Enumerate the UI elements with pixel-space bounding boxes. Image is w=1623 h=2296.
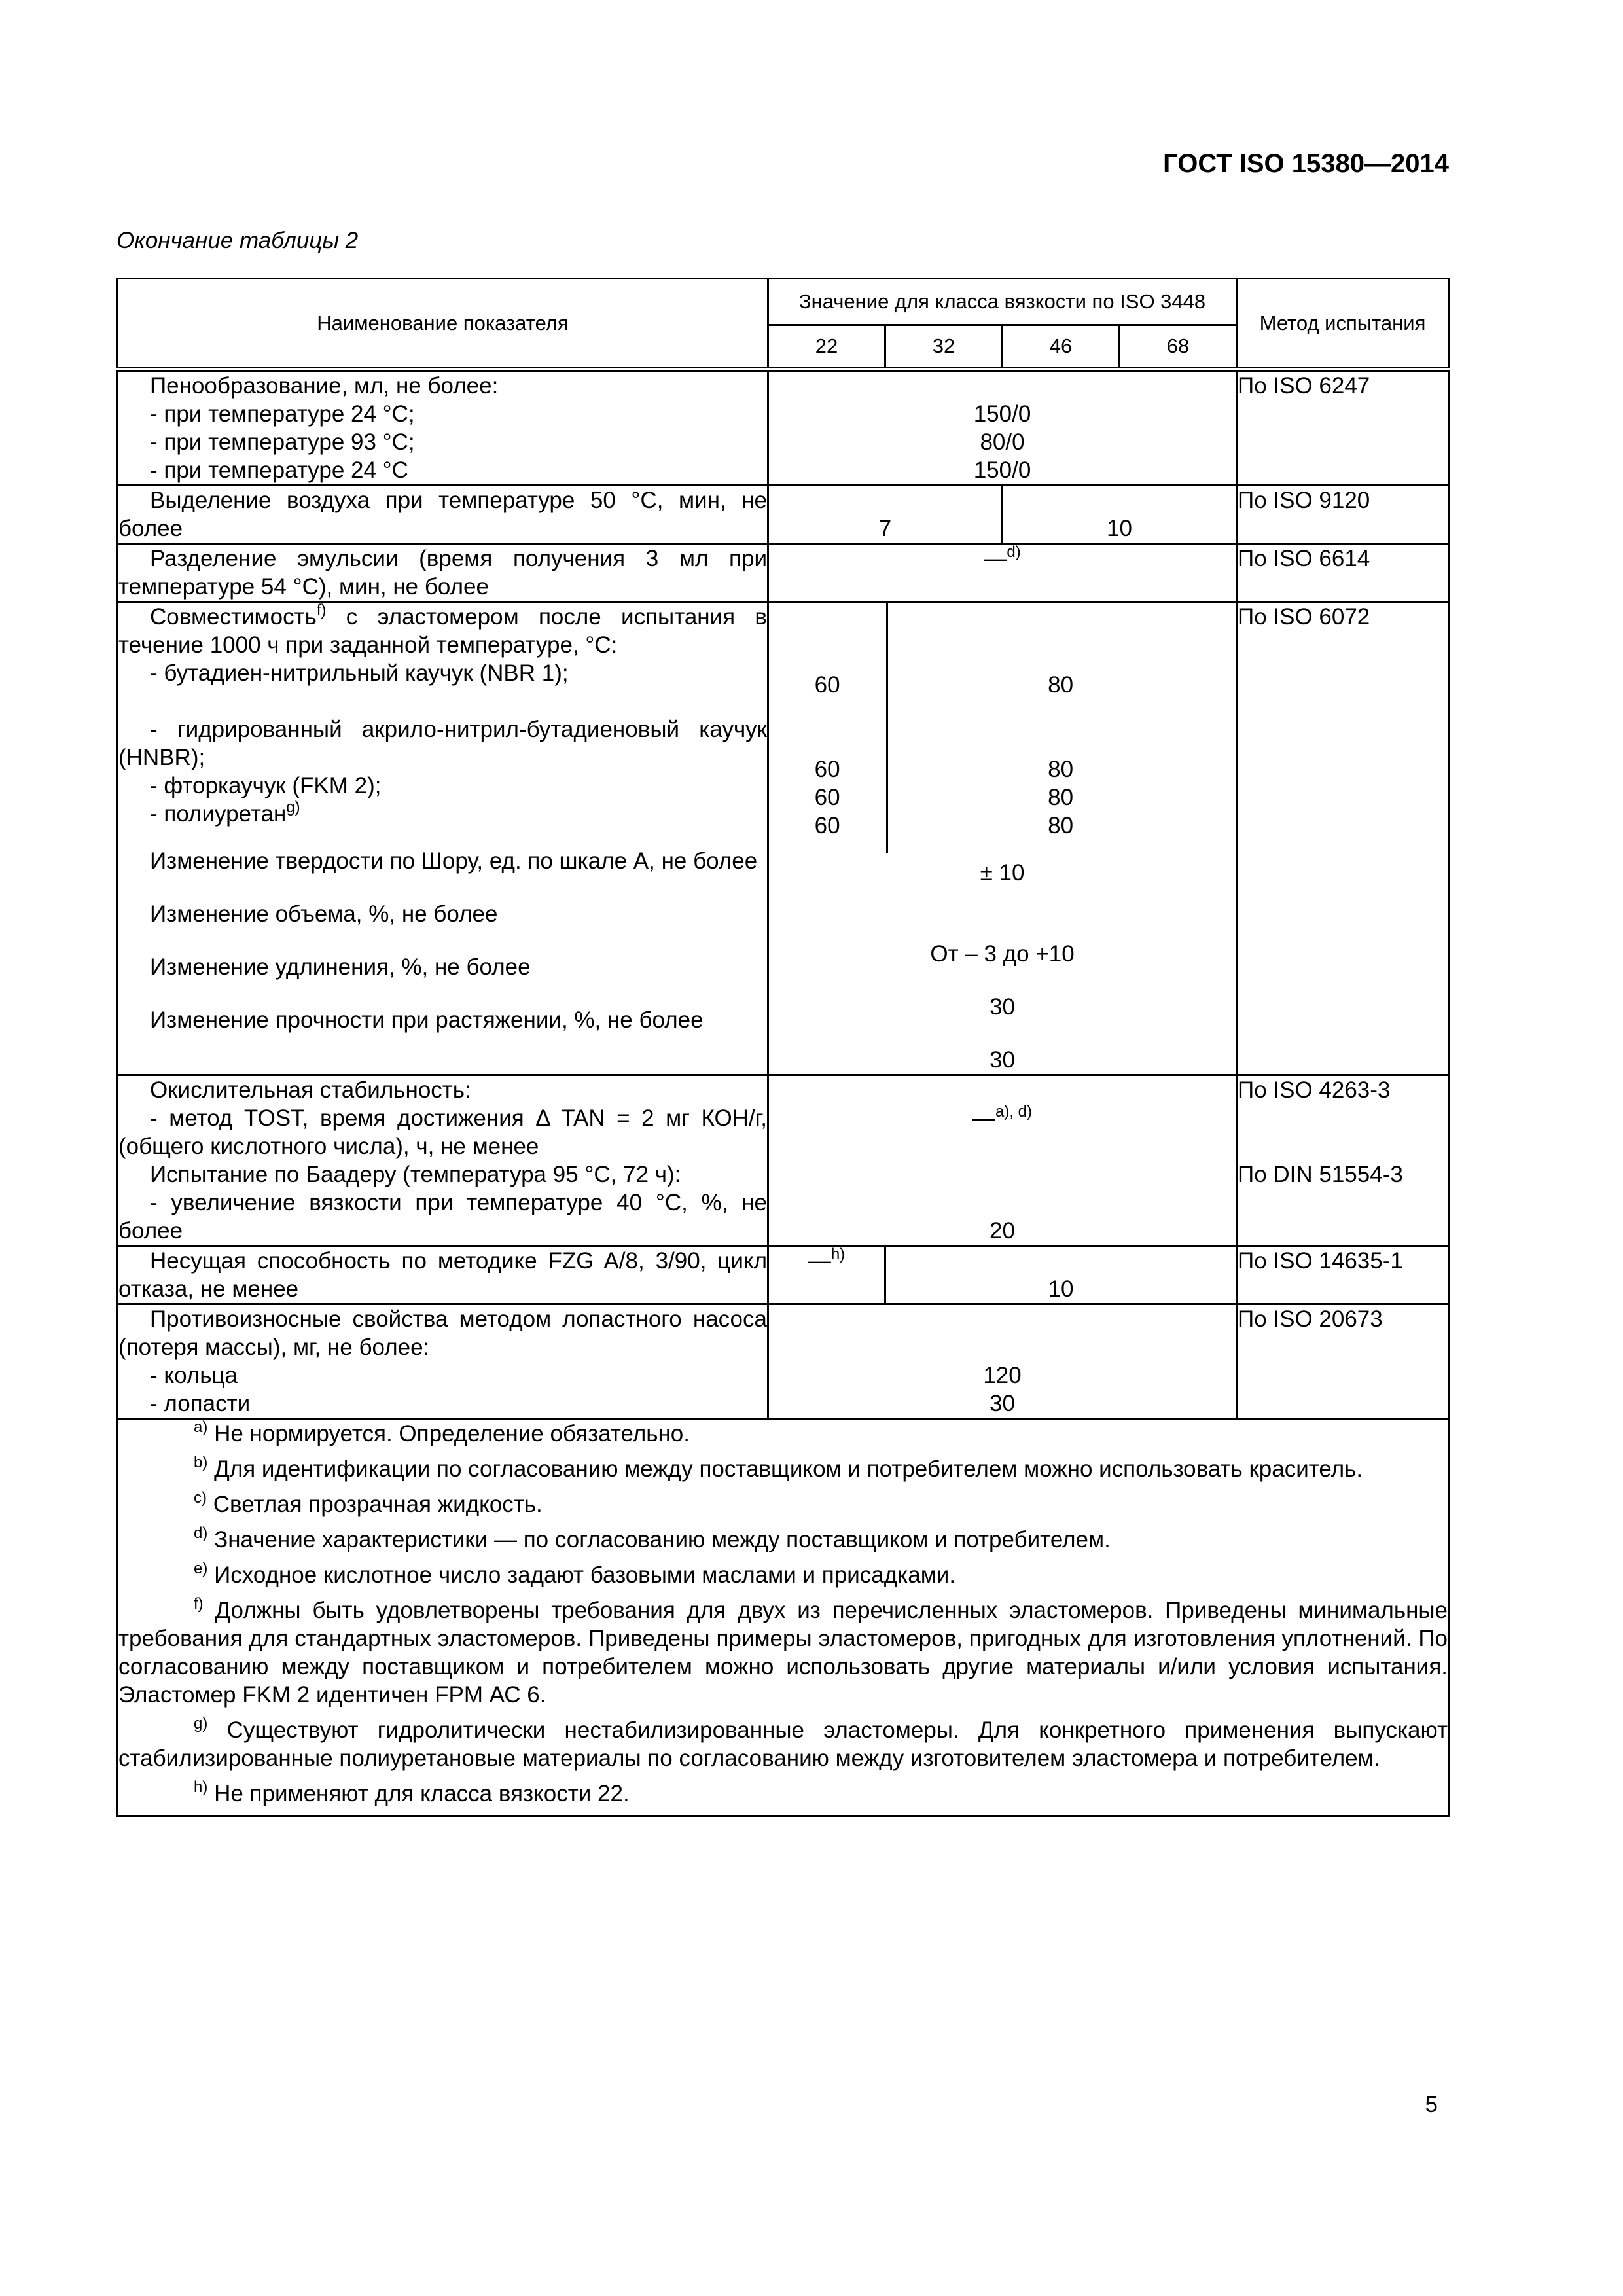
compatibility-hardness-value: ± 10: [980, 860, 1025, 886]
header-class-46: 46: [1003, 325, 1120, 370]
footnote-d: $^{d)}$ Значение характеристики — по согласованию между поставщиком и потребителем.: [194, 1524, 1111, 1552]
compatibility-pu-22: 60: [814, 813, 840, 838]
footnote-g: $^{g)}$ Существуют гидролитически нестабилизированные эластомеры. Для конкретного применения выпускают стабилизированные полиуретановые материалы по согласованию между изготовителем эластомера и потребителем.: [118, 1715, 1448, 1771]
compatibility-pu-label: - полиуретан$^{g)}$: [150, 798, 300, 827]
vane-pump-vanes-label: - лопасти: [150, 1391, 251, 1416]
oxidation-values: [768, 1075, 1237, 1246]
foaming-parameter: [118, 369, 768, 486]
oxidation-method-tost: По ISO 4263-3: [1238, 1077, 1391, 1103]
compatibility-fkm-label: - фторкаучук (FKM 2);: [150, 773, 382, 798]
footnotes: [118, 1419, 1449, 1816]
oxidation-baader-title: Испытание по Баадеру (температура 95 °С, 72 ч):: [150, 1162, 681, 1187]
demulsibility-value-cell: [768, 544, 1237, 602]
vane-pump-parameter: [118, 1304, 768, 1419]
oxidation-method-baader: По DIN 51554-3: [1238, 1162, 1403, 1187]
foaming-value-24-repeat: 150/0: [973, 457, 1031, 483]
compatibility-elongation-label: Изменение удлинения, %, не более: [150, 954, 531, 980]
oxidation-baader-value: 20: [990, 1218, 1015, 1244]
foaming-value-24: 150/0: [973, 401, 1031, 427]
table-row-air-release: [118, 486, 1449, 544]
oxidation-title: Окислительная стабильность:: [150, 1077, 471, 1103]
fzg-value-32-68: 10: [885, 1246, 1237, 1304]
foaming-values: [768, 369, 1237, 486]
air-release-value-22-32: 7: [768, 486, 1003, 544]
demulsibility-value: —: [984, 546, 1007, 571]
fzg-value-22-cell: [768, 1246, 885, 1304]
header-parameter: Наименование показателя: [118, 279, 768, 370]
compatibility-elongation-value: 30: [990, 994, 1015, 1020]
vane-pump-method: По ISO 20673: [1237, 1304, 1449, 1419]
fzg-value-22: —: [808, 1248, 831, 1274]
footnote-c: $^{c)}$ Светлая прозрачная жидкость.: [194, 1489, 543, 1517]
compatibility-hnbr-label: - гидрированный акрило-нитрил-бутадиеновый каучук (HNBR);: [118, 717, 767, 770]
header-method: Метод испытания: [1237, 279, 1449, 370]
compatibility-title-rest: с эластомером после испытания в течение 1000 ч при заданной температуре, °С:: [118, 604, 767, 658]
compatibility-values: [768, 602, 1237, 1075]
compatibility-nbr-label: - бутадиен-нитрильный каучук (NBR 1);: [150, 660, 569, 686]
air-release-title: Выделение воздуха при температуре 50 °С, мин, не более: [118, 488, 767, 541]
header-class-68: 68: [1120, 325, 1237, 370]
table-row-foaming: [118, 369, 1449, 486]
foaming-method: По ISO 6247: [1237, 369, 1449, 486]
foaming-value-93: 80/0: [980, 429, 1025, 455]
demulsibility-method: По ISO 6614: [1237, 544, 1449, 602]
vane-pump-values: [768, 1304, 1237, 1419]
fzg-method: По ISO 14635-1: [1237, 1246, 1449, 1304]
compatibility-title-text: Совместимость: [150, 604, 317, 630]
compatibility-pu-footnote-ref: g): [286, 798, 300, 816]
oxidation-methods: [1237, 1075, 1449, 1246]
footnote-e: $^{e)}$ Исходное кислотное число задают базовыми маслами и присадками.: [194, 1560, 956, 1588]
table-row-compatibility: [118, 602, 1449, 1075]
vane-pump-vanes-value: 30: [990, 1391, 1015, 1416]
oxidation-parameter: [118, 1075, 768, 1246]
fzg-footnote-ref: h): [830, 1246, 846, 1263]
properties-table-wrapper: [116, 278, 1448, 1817]
footnote-b: $^{b)}$ Для идентификации по согласованию между поставщиком и потребителем можно использовать краситель.: [194, 1454, 1363, 1482]
compatibility-pu-32-68: 80: [1048, 813, 1074, 838]
compatibility-title: [118, 603, 767, 659]
oxidation-tost-value-cell: [769, 1104, 1236, 1132]
header-class-32: 32: [885, 325, 1003, 370]
compatibility-hardness-label: Изменение твердости по Шору, ед. по шкале А, не более: [150, 848, 758, 874]
compatibility-tensile-label: Изменение прочности при растяжении, %, не более: [150, 1007, 704, 1033]
compatibility-nbr-22: 60: [814, 672, 840, 698]
demulsibility-title: Разделение эмульсии (время получения 3 мл при температуре 54 °С), мин, не более: [118, 546, 767, 600]
footnote-f: $^{f)}$ Должны быть удовлетворены требования для двух из перечисленных эластомеров. Приведены минимальные требования для стандартных эластомеров. Приведены примеры эластомеров, пригодных для изготовления уплотнений. По согласованию между поставщиком и потребителем можно использовать другие материалы и/или условия испытания. Эластомер FKM 2 идентичен FPM АС 6.: [118, 1595, 1448, 1708]
air-release-method: По ISO 9120: [1237, 486, 1449, 544]
vane-pump-title: Противоизносные свойства методом лопастного насоса (потеря массы), мг, не более:: [118, 1306, 767, 1360]
table-row-oxidation: [118, 1075, 1449, 1246]
footnote-a: $^{a)}$ Не нормируется. Определение обязательно.: [194, 1418, 690, 1446]
compatibility-volume-value: От – 3 до +10: [930, 941, 1075, 967]
foaming-line-24-repeat: - при температуре 24 °С: [150, 457, 408, 483]
compatibility-volume-label: Изменение объема, %, не более: [150, 901, 498, 927]
compatibility-hnbr-32-68: 80: [1048, 757, 1074, 782]
table-row-footnotes: [118, 1419, 1449, 1816]
compatibility-tensile-value: 30: [990, 1047, 1015, 1073]
air-release-parameter: [118, 486, 768, 544]
vane-pump-rings-value: 120: [983, 1363, 1022, 1388]
oxidation-tost-value: —: [972, 1105, 995, 1131]
demulsibility-parameter: [118, 544, 768, 602]
air-release-value-46-68: 10: [1003, 486, 1237, 544]
header-viscosity-group: Значение для класса вязкости по ISO 3448: [768, 279, 1237, 325]
compatibility-fkm-32-68: 80: [1048, 785, 1074, 810]
demulsibility-footnote-ref: d): [1007, 543, 1021, 561]
header-class-22: 22: [768, 325, 885, 370]
foaming-title: Пенообразование, мл, не более:: [150, 373, 499, 399]
compatibility-fkm-22: 60: [814, 785, 840, 810]
oxidation-tost-footnote-ref: a), d): [995, 1103, 1033, 1121]
compatibility-hnbr-22: 60: [814, 757, 840, 782]
table-row-fzg: [118, 1246, 1449, 1304]
compatibility-nbr-32-68: 80: [1048, 672, 1074, 698]
document-number: ГОСТ ISO 15380—2014: [1163, 149, 1449, 178]
fzg-parameter: [118, 1246, 768, 1304]
footnote-h: $^{h)}$ Не применяют для класса вязкости 22.: [194, 1778, 630, 1806]
oxidation-baader-label: - увеличение вязкости при температуре 40 °С, %, не более: [118, 1190, 767, 1244]
compatibility-parameter: [118, 602, 768, 1075]
foaming-line-24: - при температуре 24 °С;: [150, 401, 415, 427]
table-row-vane-pump: [118, 1304, 1449, 1419]
page-number: 5: [1425, 2092, 1438, 2117]
table-caption: Окончание таблицы 2: [116, 228, 359, 253]
table-row-demulsibility: [118, 544, 1449, 602]
oxidation-tost-label: - метод TOST, время достижения Δ TAN = 2 мг КОН/г, (общего кислотного числа), ч, не менее: [118, 1105, 767, 1159]
vane-pump-rings-label: - кольца: [150, 1363, 238, 1388]
compatibility-footnote-ref: f): [316, 601, 327, 619]
compatibility-method: По ISO 6072: [1237, 602, 1449, 1075]
foaming-line-93: - при температуре 93 °С;: [150, 429, 415, 455]
properties-table: [116, 278, 1450, 1817]
fzg-title: Несущая способность по методике FZG A/8, 3/90, цикл отказа, не менее: [118, 1248, 767, 1302]
